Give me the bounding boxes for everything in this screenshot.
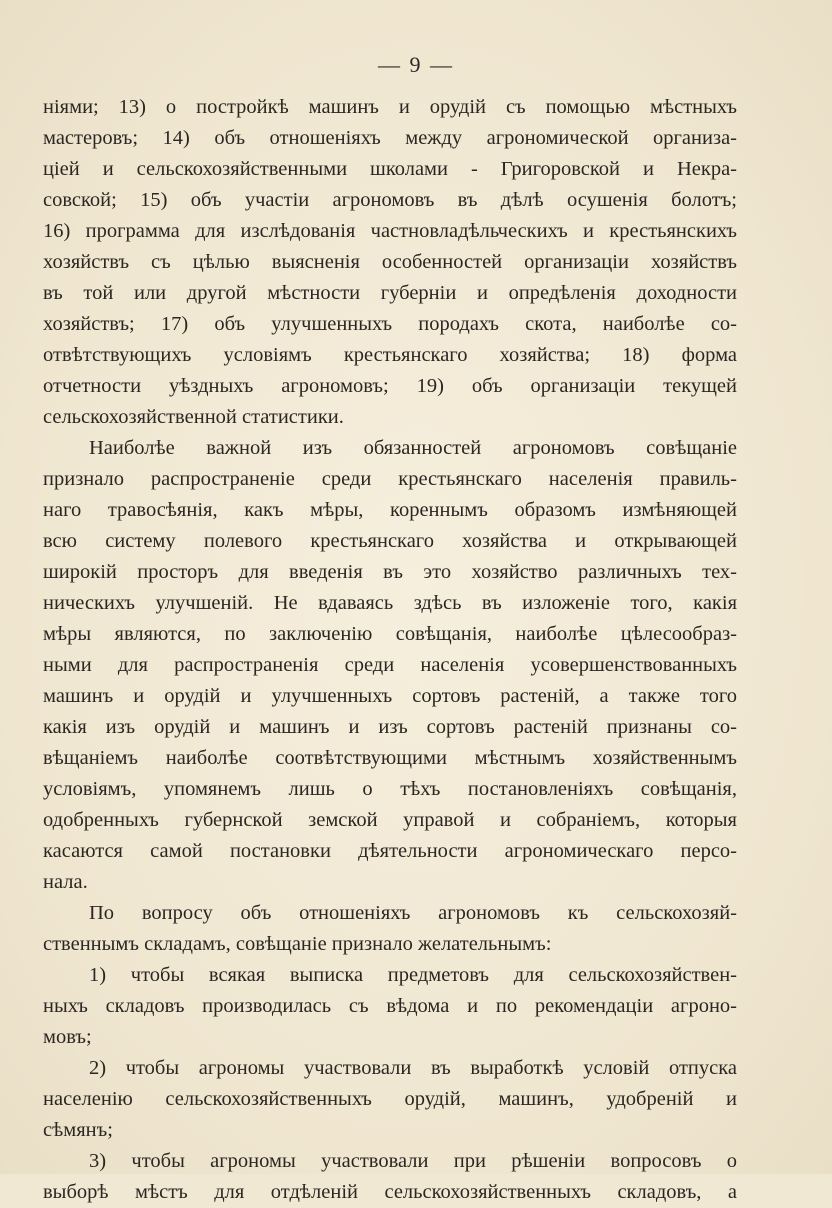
text-line: нала.: [43, 871, 88, 893]
text-line: 1) чтобы всякая выписка предметовъ для сельскохозяйствен-: [89, 964, 737, 986]
text-line: Наиболѣе важной изъ обязанностей агрономовъ совѣщаніе: [89, 437, 737, 459]
text-line: мовъ;: [43, 1026, 92, 1048]
text-line: По вопросу объ отношеніяхъ агрономовъ къ сельскохозяй-: [89, 902, 737, 924]
text-line: машинъ и орудій и улучшенныхъ сортовъ растеній, а также того: [43, 685, 737, 707]
text-line: хозяйствъ; 17) объ улучшенныхъ породахъ скота, наиболѣе со-: [43, 313, 737, 335]
text-line: совской; 15) объ участіи агрономовъ въ дѣлѣ осушенія болотъ;: [43, 189, 737, 211]
text-line: мѣры являются, по заключенію совѣщанія, наиболѣе цѣлесообраз-: [43, 623, 737, 645]
text-line: ціей и сельскохозяйственными школами - Григоровской и Некра-: [43, 158, 737, 180]
text-line: 3) чтобы агрономы участвовали при рѣшеніи вопросовъ о: [89, 1150, 737, 1172]
text-line: ственнымъ складамъ, совѣщаніе признало желательнымъ:: [43, 933, 552, 955]
text-line: одобренныхъ губернской земской управой и собраніемъ, которыя: [43, 809, 737, 831]
text-line: мастеровъ; 14) объ отношеніяхъ между агрономической организа-: [43, 127, 737, 149]
text-line: широкій просторъ для введенія въ это хозяйство различныхъ тех-: [43, 561, 737, 583]
document-body: [43, 92, 737, 1208]
text-line: признало распространеніе среди крестьянскаго населенія правиль-: [43, 468, 737, 490]
text-line: въ той или другой мѣстности губерніи и опредѣленія доходности: [43, 282, 737, 304]
text-line: какія изъ орудій и машинъ и изъ сортовъ растеній признаны со-: [43, 716, 737, 738]
text-line: 16) программа для изслѣдованія частновладѣльческихъ и крестьянскихъ: [43, 220, 737, 242]
text-line: всю систему полевого крестьянскаго хозяйства и открывающей: [43, 530, 737, 552]
text-line: населенію сельскохозяйственныхъ орудій, машинъ, удобреній и: [43, 1088, 737, 1110]
text-line: хозяйствъ съ цѣлью выясненія особенностей организаціи хозяйствъ: [43, 251, 737, 273]
text-line: ныхъ складовъ производилась съ вѣдома и по рекомендаціи агроно-: [43, 995, 737, 1017]
text-line: ніями; 13) о постройкѣ машинъ и орудій съ помощью мѣстныхъ: [43, 96, 737, 118]
text-line: отчетности уѣздныхъ агрономовъ; 19) объ организаціи текущей: [43, 375, 737, 397]
text-line: условіямъ, упомянемъ лишь о тѣхъ постановленіяхъ совѣщанія,: [43, 778, 737, 800]
text-line: отвѣтствующихъ условіямъ крестьянскаго хозяйства; 18) форма: [43, 344, 737, 366]
text-line: сельскохозяйственной статистики.: [43, 406, 344, 428]
text-line: вѣщаніемъ наиболѣе соотвѣтствующими мѣстнымъ хозяйственнымъ: [43, 747, 737, 769]
text-line: 2) чтобы агрономы участвовали въ выработкѣ условій отпуска: [89, 1057, 737, 1079]
text-line: ническихъ улучшеній. Не вдаваясь здѣсь въ изложеніе того, какія: [43, 592, 737, 614]
text-line: касаются самой постановки дѣятельности агрономическаго персо-: [43, 840, 737, 862]
text-line: выборѣ мѣстъ для отдѣленій сельскохозяйственныхъ складовъ, а: [43, 1181, 737, 1203]
page-number: — 9 —: [378, 52, 454, 77]
text-line: сѣмянъ;: [43, 1119, 113, 1141]
text-line: ными для распространенія среди населенія усовершенствованныхъ: [43, 654, 737, 676]
text-line: наго травосѣянія, какъ мѣры, кореннымъ образомъ измѣняющей: [43, 499, 737, 521]
